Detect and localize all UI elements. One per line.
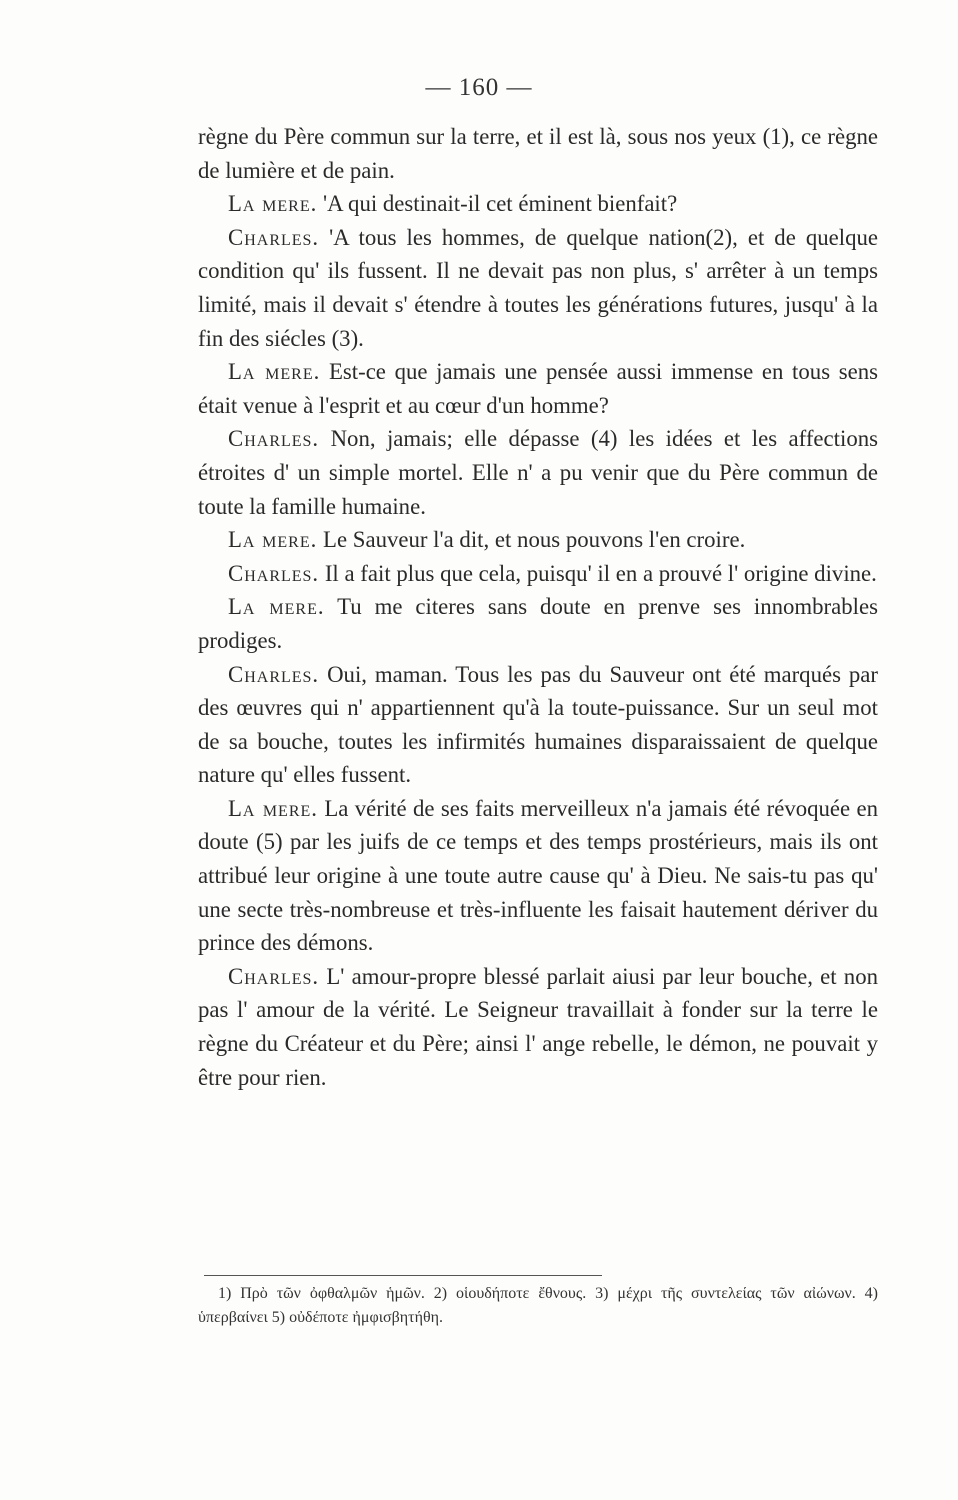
paragraph [198,960,878,1094]
paragraph [198,792,878,960]
paragraph-text: Est-ce que jamais une pensée aussi immense en tous sens était venue à l'esprit et au cœur d'un homme? [198,359,878,418]
footnotes [198,1282,878,1330]
speaker-label: La mere. [228,191,318,217]
paragraph [198,557,878,591]
paragraph [198,355,878,422]
paragraph-text: Oui, maman. Tous les pas du Sauveur ont été marqués par des œuvres qui n' appartiennent qu'à la toute-puissance. Sur un seul mot de sa bouche, toutes les infirmités humaines disparaissaient de quelque nature qu' elles fussent. [198,661,879,788]
paragraph [198,221,878,355]
speaker-label: La mere. [228,359,321,385]
paragraph [198,590,878,657]
speaker-label: La mere. [228,527,318,553]
speaker-label: Charles. [228,661,320,687]
footnote-text: 1) Πρὸ τῶν ὀφθαλμῶν ἡμῶν. 2) οἱουδήποτε ἔθνους. 3) μέχρι τῆς συντελείας τῶν αἰώνων. 4) ὑπερβαίνει 5) οὐδέποτε ἠμφισβητήθη. [198,1285,878,1326]
paragraph [198,422,878,523]
speaker-label: Charles. [228,426,320,452]
paragraph [198,120,878,187]
paragraph-text: règne du Père commun sur la terre, et il est là, sous nos yeux (1), ce règne de lumière et de pain. [198,124,878,183]
page-number: — 160 — [425,74,533,101]
paragraph-text: Le Sauveur l'a dit, et nous pouvons l'en croire. [323,527,746,553]
footnote-divider [204,1275,602,1276]
speaker-label: La mere. [228,594,325,620]
speaker-label: La mere. [228,795,318,821]
paragraph [198,187,878,221]
speaker-label: Charles. [228,560,320,586]
paragraph-text: Tu me citeres sans doute en prenve ses innombrables prodiges. [198,594,878,653]
dialogue-text [198,120,878,1094]
paragraph-text: 'A qui destinait-il cet éminent bienfait? [323,191,678,217]
paragraph-text: La vérité de ses faits merveilleux n'a jamais été révoquée en doute (5) par les juifs de ce temps et des temps prostérieurs, mais ils ont attribué leur origine à une toute autre cause qu' à Dieu. Ne sais-tu pas qu' une secte très-nombreuse et très-influente les faisait hautement dériver du prince des démons. [198,795,879,956]
paragraph [198,658,878,792]
paragraph [198,523,878,557]
paragraph-text: 'A tous les hommes, de quelque nation(2), et de quelque condition qu' ils fussent. Il ne devait pas non plus, s' arrêter à un temps limité, mais il devait s' étendre à toutes les générations futures, jusqu' à la fin des siécles (3). [198,224,878,351]
speaker-label: Charles. [228,963,320,989]
speaker-label: Charles. [228,224,320,250]
paragraph-text: Il a fait plus que cela, puisqu' il en a prouvé l' origine divine. [324,560,877,586]
paragraph-text: Non, jamais; elle dépasse (4) les idées et les affections étroites d' un simple mortel. Elle n' a pu venir que du Père commun de toute la famille humaine. [198,426,878,519]
paragraph-text: L' amour-propre blessé parlait aiusi par leur bouche, et non pas l' amour de la vérité. Le Seigneur travaillait à fonder sur la terre le règne du Créateur et du Père; ainsi l' ange rebelle, le démon, ne pouvait y être pour rien. [198,963,879,1090]
